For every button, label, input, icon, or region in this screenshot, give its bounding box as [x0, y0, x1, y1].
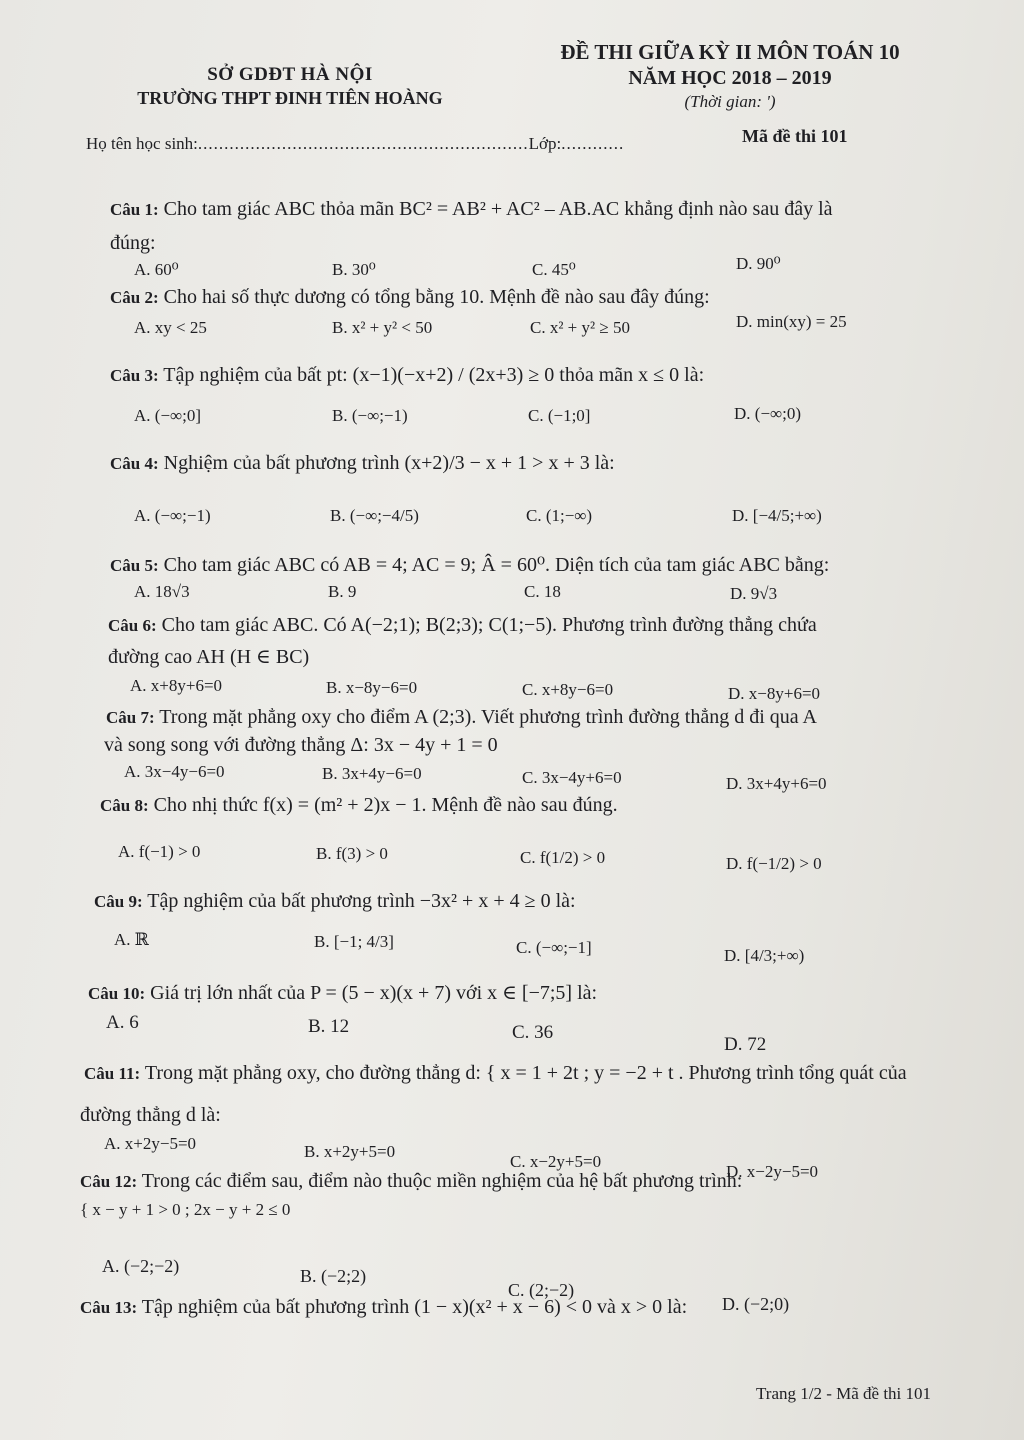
- class-label: Lớp:: [528, 134, 562, 153]
- department-name: SỞ GDĐT HÀ NỘI: [207, 64, 373, 85]
- option-c: C. 36: [512, 1022, 554, 1043]
- question-stem-line2: đường thẳng d là:: [80, 1104, 221, 1126]
- question-stem-line2: { x − y + 1 > 0 ; 2x − y + 2 ≤ 0: [80, 1200, 291, 1219]
- option-a: A. (−∞;0]: [134, 406, 202, 425]
- option-d: D. 90⁰: [736, 254, 781, 273]
- option-a: A. x+2y−5=0: [104, 1134, 197, 1153]
- option-a: A. f(−1) > 0: [118, 842, 201, 861]
- option-b: B. 30⁰: [332, 260, 376, 279]
- option-d: D. x−8y+6=0: [728, 684, 821, 703]
- option-b: B. f(3) > 0: [316, 844, 388, 863]
- option-b: B. x² + y² < 50: [332, 318, 433, 337]
- option-c: C. (2;−2): [508, 1280, 575, 1300]
- exam-title: ĐỀ THI GIỮA KỲ II MÔN TOÁN 10: [560, 40, 900, 64]
- student-info-line: [86, 134, 624, 154]
- question-stem: Câu 5: Cho tam giác ABC có AB = 4; AC = 9; Â = 60⁰. Diện tích của tam giác ABC bằng:: [110, 554, 830, 576]
- question-stem: Câu 10: Giá trị lớn nhất của P = (5 − x)(x + 7) với x ∈ [−7;5] là:: [88, 982, 598, 1004]
- question-stem: Câu 11: Trong mặt phẳng oxy, cho đường thẳng d: { x = 1 + 2t ; y = −2 + t . Phương trình tổng quát của: [84, 1062, 907, 1084]
- option-a: A. xy < 25: [134, 318, 207, 337]
- option-c: C. x−2y+5=0: [510, 1152, 602, 1171]
- option-c: C. (−∞;−1]: [516, 938, 592, 957]
- question-stem: Câu 9: Tập nghiệm của bất phương trình −3x² + x + 4 ≥ 0 là:: [94, 890, 576, 912]
- option-d: D. [−4/5;+∞): [732, 506, 822, 525]
- exam-header: [520, 40, 940, 112]
- option-a: A. 3x−4y−6=0: [124, 762, 225, 781]
- option-d: D. f(−1/2) > 0: [726, 854, 822, 873]
- option-b: B. (−∞;−4/5): [330, 506, 419, 525]
- option-a: A. 6: [106, 1012, 139, 1033]
- question-stem: Câu 3: Tập nghiệm của bất pt: (x−1)(−x+2) / (2x+3) ≥ 0 thỏa mãn x ≤ 0 là:: [110, 364, 705, 386]
- option-c: C. x+8y−6=0: [522, 680, 614, 699]
- option-b: B. (−2;2): [300, 1266, 367, 1286]
- option-b: B. (−∞;−1): [332, 406, 408, 425]
- option-d: D. 72: [724, 1034, 767, 1055]
- option-b: B. x−8y−6=0: [326, 678, 418, 697]
- option-b: B. 9: [328, 582, 357, 601]
- option-c: C. (−1;0]: [528, 406, 591, 425]
- option-d: D. (−∞;0): [734, 404, 802, 423]
- option-a: A. 18√3: [134, 582, 190, 601]
- option-c: C. 3x−4y+6=0: [522, 768, 622, 787]
- question-stem: Câu 8: Cho nhị thức f(x) = (m² + 2)x − 1. Mệnh đề nào sau đúng.: [100, 794, 618, 816]
- question-stem: Câu 4: Nghiệm của bất phương trình (x+2)/3 − x + 1 > x + 3 là:: [110, 452, 615, 474]
- school-name: TRƯỜNG THPT ĐINH TIÊN HOÀNG: [137, 88, 443, 108]
- school-year: NĂM HỌC 2018 – 2019: [628, 67, 832, 89]
- option-d: D. 3x+4y+6=0: [726, 774, 827, 793]
- option-a: A. 60⁰: [134, 260, 179, 279]
- option-c: C. 45⁰: [532, 260, 576, 279]
- option-c: C. (1;−∞): [526, 506, 593, 525]
- question-stem: Câu 1: Cho tam giác ABC thỏa mãn BC² = AB² + AC² – AB.AC khẳng định nào sau đây là: [110, 198, 833, 220]
- exam-time: (Thời gian: '): [684, 92, 776, 111]
- option-a: A. (−∞;−1): [134, 506, 211, 525]
- question-stem: Câu 6: Cho tam giác ABC. Có A(−2;1); B(2;3); C(1;−5). Phương trình đường thẳng chứa: [108, 614, 817, 636]
- option-d: D. x−2y−5=0: [726, 1162, 819, 1181]
- option-a: A. (−2;−2): [102, 1256, 180, 1276]
- student-name-label: Họ tên học sinh:: [86, 134, 198, 153]
- exam-code: Mã đề thi 101: [742, 126, 848, 146]
- page-footer: Trang 1/2 - Mã đề thi 101: [756, 1384, 932, 1403]
- class-blank: ............: [561, 134, 625, 153]
- question-stem: Câu 7: Trong mặt phẳng oxy cho điểm A (2;3). Viết phương trình đường thẳng d đi qua A: [106, 706, 818, 728]
- question-stem-line2: và song song với đường thẳng Δ: 3x − 4y + 1 = 0: [104, 734, 498, 756]
- option-d: D. (−2;0): [722, 1294, 790, 1314]
- school-header: [110, 64, 470, 109]
- option-c: C. x² + y² ≥ 50: [530, 318, 630, 337]
- option-a: A. x+8y+6=0: [130, 676, 223, 695]
- question-stem-line2: đường cao AH (H ∈ BC): [108, 646, 310, 668]
- question-stem: Câu 13: Tập nghiệm của bất phương trình (1 − x)(x² + x − 6) < 0 và x > 0 là:: [80, 1296, 688, 1318]
- option-b: B. [−1; 4/3]: [314, 932, 394, 951]
- option-d: D. 9√3: [730, 584, 778, 603]
- student-name-blank: ...............................................................: [197, 134, 529, 153]
- option-b: B. x+2y+5=0: [304, 1142, 396, 1161]
- option-d: D. min(xy) = 25: [736, 312, 847, 331]
- option-c: C. f(1/2) > 0: [520, 848, 606, 867]
- option-c: C. 18: [524, 582, 561, 601]
- option-b: B. 12: [308, 1016, 350, 1037]
- question-stem: Câu 12: Trong các điểm sau, điểm nào thuộc miền nghiệm của hệ bất phương trình:: [80, 1170, 743, 1192]
- option-d: D. [4/3;+∞): [724, 946, 805, 965]
- question-stem-line2: đúng:: [110, 232, 156, 254]
- question-stem: Câu 2: Cho hai số thực dương có tổng bằng 10. Mệnh đề nào sau đây đúng:: [110, 286, 710, 308]
- option-a: A. ℝ: [114, 930, 149, 949]
- option-b: B. 3x+4y−6=0: [322, 764, 422, 783]
